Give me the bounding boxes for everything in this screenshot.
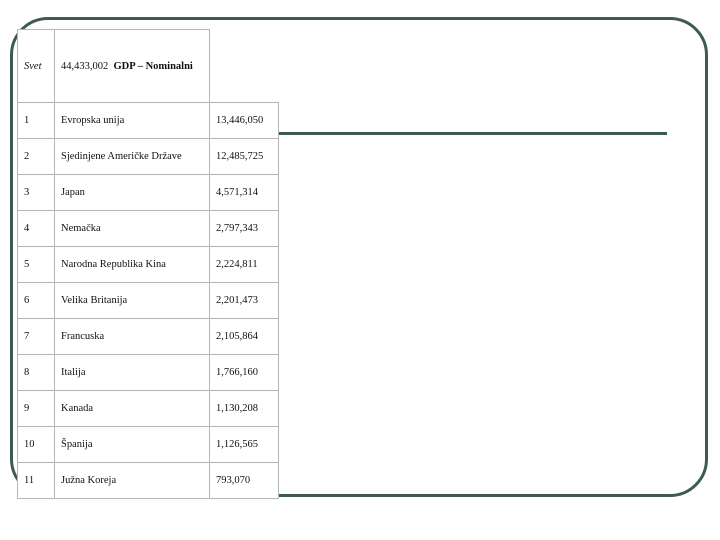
rank-cell: 9 [18,391,55,427]
rank-cell: 10 [18,427,55,463]
gdp-value-cell: 12,485,725 [210,139,279,175]
gdp-value-cell: 2,105,864 [210,319,279,355]
header-title: GDP – Nominalni [113,60,193,72]
gdp-value-cell: 1,126,565 [210,427,279,463]
table-header-row [18,30,279,103]
header-world-cell [18,30,55,103]
header-title-cell [55,30,210,103]
country-cell: Narodna Republika Kina [55,247,210,283]
rank-cell: 5 [18,247,55,283]
rank-cell: 4 [18,211,55,247]
rank-cell: 1 [18,103,55,139]
table-row [18,247,279,283]
gdp-value-cell: 1,766,160 [210,355,279,391]
rank-cell: 7 [18,319,55,355]
gdp-value-cell: 2,201,473 [210,283,279,319]
table-row [18,103,279,139]
gdp-value-cell: 793,070 [210,463,279,499]
country-cell: Nemačka [55,211,210,247]
country-cell: Južna Koreja [55,463,210,499]
rank-cell: 3 [18,175,55,211]
country-cell: Evropska unija [55,103,210,139]
table-row [18,139,279,175]
table-row [18,463,279,499]
rank-cell: 11 [18,463,55,499]
header-empty-cell [210,30,279,103]
gdp-value-cell: 1,130,208 [210,391,279,427]
country-cell: Italija [55,355,210,391]
rank-cell: 8 [18,355,55,391]
country-cell: Kanada [55,391,210,427]
rank-cell: 2 [18,139,55,175]
table-row [18,319,279,355]
country-cell: Francuska [55,319,210,355]
table-row [18,283,279,319]
country-cell: Španija [55,427,210,463]
table-row [18,427,279,463]
table-row [18,175,279,211]
gdp-value-cell: 2,224,811 [210,247,279,283]
rank-cell: 6 [18,283,55,319]
gdp-value-cell: 2,797,343 [210,211,279,247]
country-cell: Velika Britanija [55,283,210,319]
gdp-value-cell: 13,446,050 [210,103,279,139]
title-divider-line [275,132,667,135]
country-cell: Sjedinjene Američke Države [55,139,210,175]
country-cell: Japan [55,175,210,211]
table-row [18,211,279,247]
header-world-total: 44,433,002 [61,60,109,72]
table-row [18,355,279,391]
gdp-table [17,29,279,499]
table-row [18,391,279,427]
gdp-value-cell: 4,571,314 [210,175,279,211]
header-world-label: Svet [24,60,42,72]
